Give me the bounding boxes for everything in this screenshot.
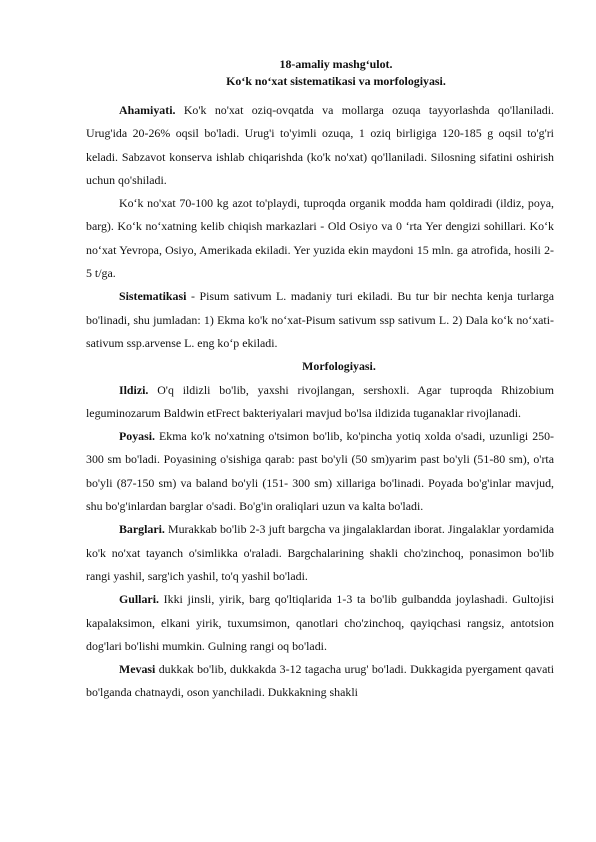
title-block: [86, 56, 554, 90]
paragraph-lead: Gullari.: [119, 592, 159, 607]
paragraph-lead: Barglari.: [119, 522, 165, 537]
paragraph-azot: [86, 192, 554, 285]
page-subtitle: Ko‘k no‘xat sistematikasi va morfologiyasi.: [226, 74, 446, 88]
paragraph-lead: Mevasi: [119, 662, 156, 677]
section-heading-morfologiyasi: Morfologiyasi.: [302, 359, 376, 374]
paragraph-text: - Pisum sativum L. madaniy turi ekiladi. Bu tur bir nechta kenja turlarga bo'linadi, shu jumladan: 1) Ekma ko'k no‘xat-Pisum sativum ssp sativum L. 2) Dala ko‘k no‘xati-sativum ssp.arvense L. eng ko‘p ekiladi.: [86, 289, 554, 350]
paragraph-text: dukkak bo'lib, dukkakda 3-12 tagacha urug' bo'ladi. Dukkagida pyergament qavati bo'lganda chatnaydi, oson yanchiladi. Dukkakning shakli: [86, 662, 554, 700]
paragraph-text: Murakkab bo'lib 2-3 juft bargcha va jingalaklardan iborat. Jingalaklar yordamida ko'k no'xat tayanch o'simlikka o'raladi. Bargchalarining shakli cho'zinchoq, ponasimon bo'lib rangi yashil, sarg'ich yashil, to'q yashil bo'ladi.: [86, 522, 554, 583]
paragraph-text: Ikki jinsli, yirik, barg qo'ltiqlarida 1-3 ta bo'lib gulbandda joylashadi. Gultojisi kapalaksimon, elkani yirik, tuxumsimon, qanotlari cho'zinchoq, qayiqchasi rangsiz, antotsion dog'lari bo'lishi mumkin. Gulning rangi oq bo'ladi.: [86, 592, 554, 653]
paragraph-gullari: [86, 588, 554, 658]
paragraph-text: Ko'k no'xat oziq-ovqatda va mollarga ozuqa tayyorlashda qo'llaniladi. Urug'ida 20-26% oqsil bo'ladi. Urug'i to'yimli ozuqa, 1 oziq birligiga 120-185 g oqsil to'g'ri keladi. Sabzavot konserva ishlab chiqarishda (ko'k no'xat) qo'llaniladi. Silosning sifatini oshirish uchun qo'shiladi.: [86, 103, 554, 187]
paragraph-poyasi: [86, 425, 554, 518]
paragraph-ildizi: [86, 379, 554, 426]
document-page: [86, 56, 554, 705]
paragraph-mevasi: [86, 658, 554, 705]
paragraph-lead: Sistematikasi: [119, 289, 187, 304]
paragraph-lead: Ahamiyati.: [119, 103, 176, 117]
paragraph-sistematikasi: [86, 285, 554, 355]
paragraph-barglari: [86, 518, 554, 588]
paragraph-lead: Poyasi.: [119, 429, 156, 444]
paragraph-text: Ekma ko'k no'xatning o'tsimon bo'lib, ko'pincha yotiq xolda o'sadi, uzunligi 250-300 sm bo'ladi. Poyasining o'sishiga qarab: past bo'yli (50 sm)yarim past bo'yli (51-80 sm), o'rta bo'yli (87-150 sm) va baland bo'yli (151- 300 sm) xillariga bo'linadi. Poyada bo'g'inlar mavjud, shu bo'g'inlardan barglar o'sadi. Bo'g'in oraliqlari uzun va kalta bo'ladi.: [86, 429, 554, 514]
paragraph-ahamiyati: [86, 99, 554, 192]
paragraph-text: Ko‘k no'xat 70-100 kg azot to'playdi, tuproqda organik modda ham qoldiradi (ildiz, poya, barg). Ko‘k no‘xatning kelib chiqish markazlari - Old Osiyo va 0 ‘rta Yer dengizi sohillari. Ko‘k no‘xat Yevropa, Osiyo, Amerikada ekiladi. Yer yuzida ekin maydoni 15 mln. ga atrofida, hosili 2-5 t/ga.: [86, 196, 554, 281]
paragraph-lead: Ildizi.: [119, 382, 149, 397]
page-title: 18-amaliy mashg‘ulot.: [279, 57, 393, 71]
paragraph-text: O'q ildizli bo'lib, yaxshi rivojlangan, sershoxli. Agar tuproqda Rhizobium leguminozarum Baldwin etFrect bakteriyalari mavjud bo'lsa ildizida tuganaklar rivojlanadi.: [86, 382, 554, 420]
